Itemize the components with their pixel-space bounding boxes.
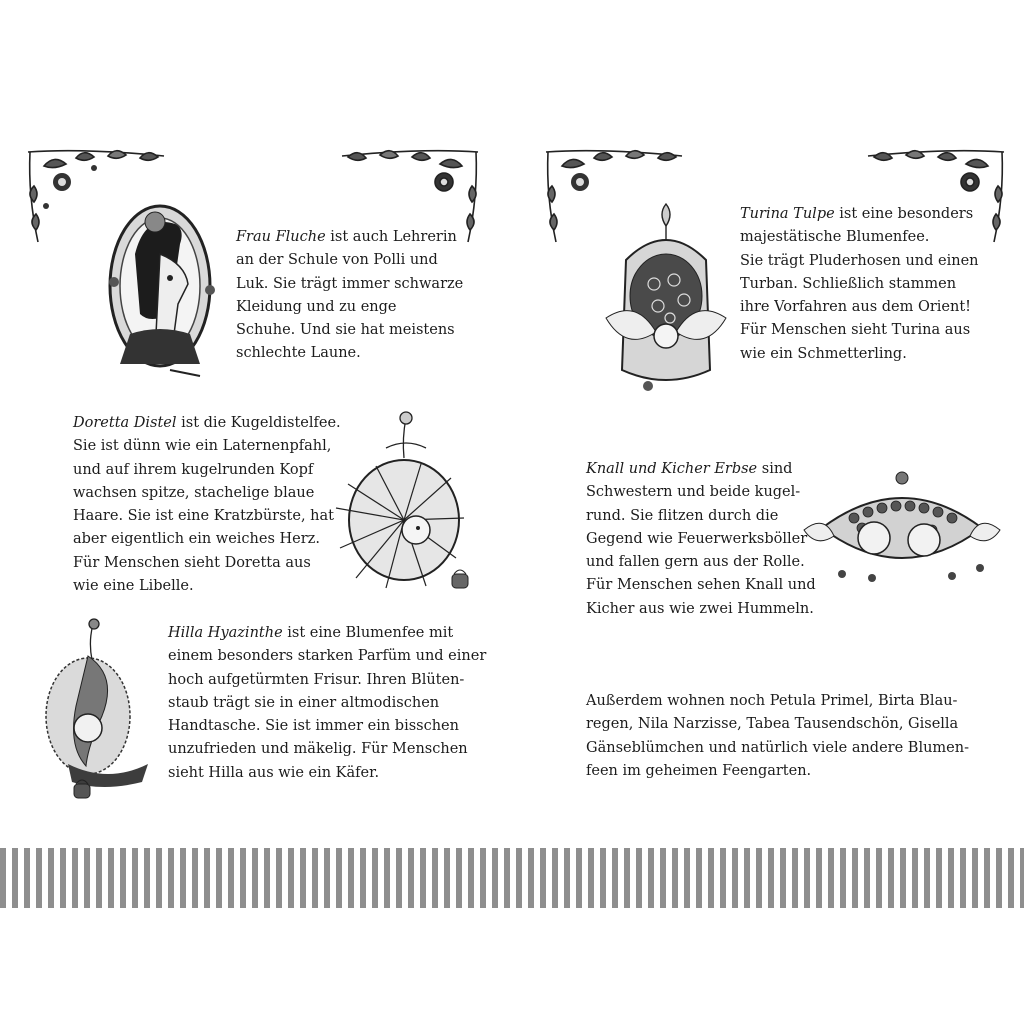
ausserdem-text: Außerdem wohnen noch Petula Primel, Birta Blau- regen, Nila Narzisse, Tabea Tausendschön, Gisella Gänseblümchen und natürlich viele andere Blumen- feen im geheimen Feengarten. <box>586 693 969 779</box>
turina-tulpe-text: Turina Tulpe ist eine besonders majestätische Blumenfee. Sie trägt Pluderhosen und einen Turban. Schließlich stammen ihre Vorfahren aus dem Orient! Für Menschen sieht Turina aus wie ein Schmetterling. <box>740 206 979 362</box>
tulip-fairy-icon <box>596 200 736 398</box>
doretta-distel-name: Doretta Distel <box>73 415 177 431</box>
knall-kicher-text: Knall und Kicher Erbse sind Schwestern und beide kugel- rund. Sie flitzen durch die Gegend wie Feuerwerksböller und fallen gern aus der Rolle. Für Menschen sehen Knall und Kicher aus wie zwei Hummeln. <box>586 461 816 617</box>
hilla-hyazinthe-text: Hilla Hyazinthe ist eine Blumenfee mit einem besonders starken Parfüm und einer hoch aufgetürmten Frisur. Ihren Blüten- staub trägt sie in einer altmodischen Handtasche. Sie ist immer ein bisschen unzufrieden und mäkelig. Für Menschen sieht Hilla aus wie ein Käfer. <box>168 625 487 781</box>
pea-fairies-icon <box>802 468 1002 592</box>
knall-kicher-name: Knall und Kicher Erbse <box>586 461 758 477</box>
hyacinth-fairy-icon <box>38 616 158 810</box>
hilla-hyazinthe-name: Hilla Hyazinthe <box>168 625 283 641</box>
frau-fluche-name: Frau Fluche <box>236 229 326 245</box>
frau-fluche-text: Frau Fluche ist auch Lehrerin an der Schule von Polli und Luk. Sie trägt immer schwarze Kleidung und zu enge Schuhe. Und sie hat meistens schlechte Laune. <box>236 229 464 362</box>
doretta-distel-text: Doretta Distel ist die Kugeldistelfee. Sie ist dünn wie ein Laternenpfahl, und auf ihrem kugelrunden Kopf wachsen spitze, stachelige blaue Haare. Sie ist eine Kratzbürste, hat aber eigentlich ein weiches Herz. Für Menschen sieht Doretta aus wie eine Libelle. <box>73 415 341 595</box>
thistle-fairy-icon <box>326 408 476 608</box>
turina-tulpe-name: Turina Tulpe <box>740 206 835 222</box>
mirror-portrait-icon <box>100 194 228 384</box>
striped-border <box>0 848 1024 908</box>
